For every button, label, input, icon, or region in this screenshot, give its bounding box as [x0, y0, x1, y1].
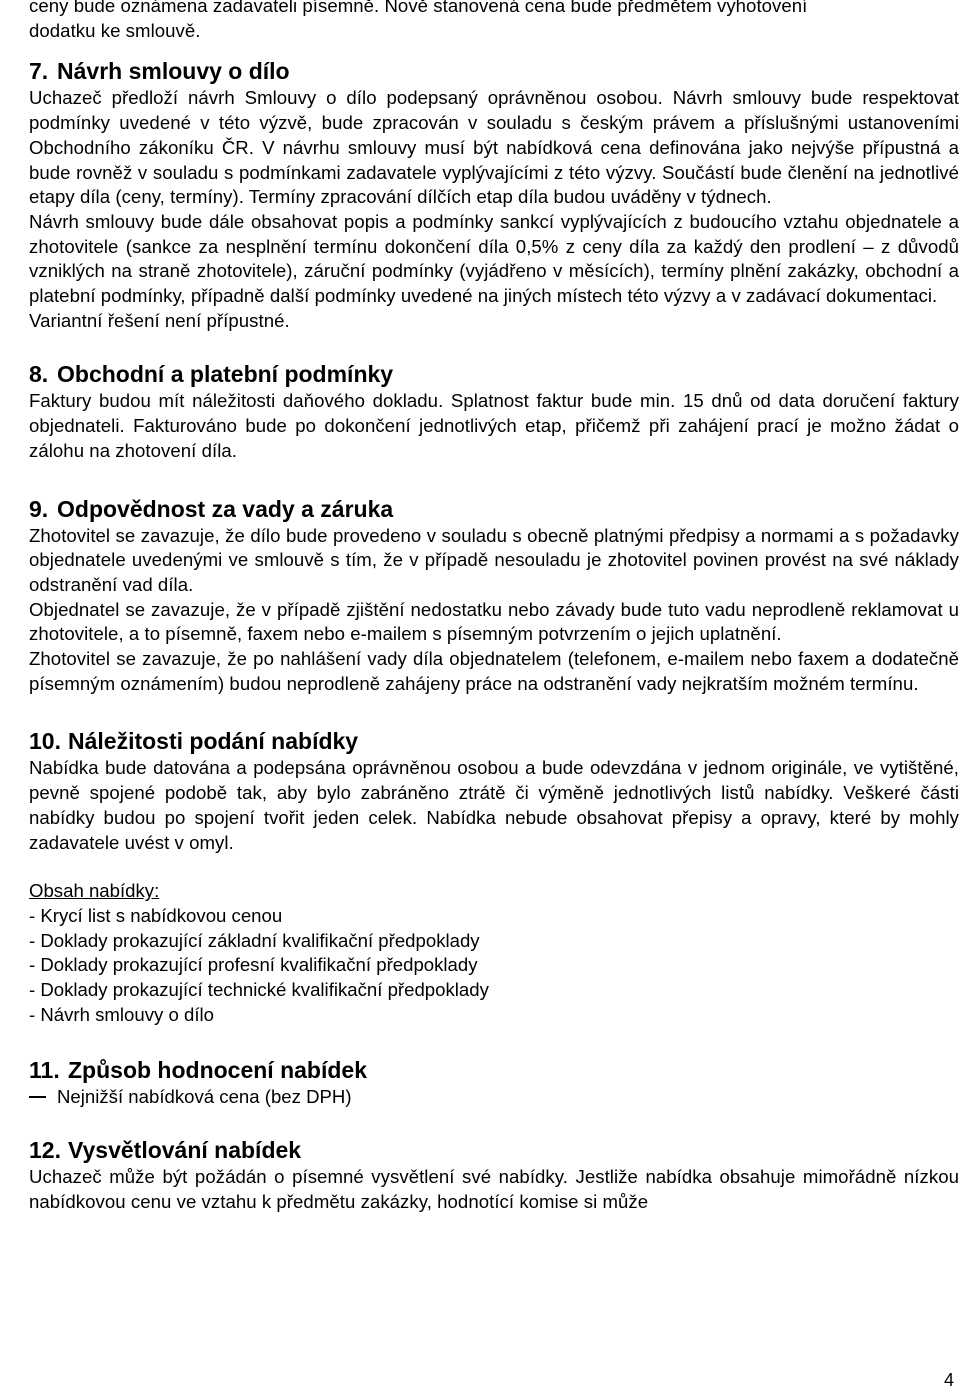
- section-number: 9.: [29, 495, 49, 522]
- section-number: 10.: [29, 728, 61, 755]
- list-item: - Doklady prokazující profesní kvalifikační předpoklady: [29, 954, 478, 976]
- section-title: Návrh smlouvy o dílo: [57, 58, 290, 85]
- section-number: 8.: [29, 361, 49, 388]
- section-9-paragraph-3: Zhotovitel se zavazuje, že po nahlášení vady díla objednatelem (telefonem, e-mailem nebo faxem a dodatečně písemným oznámením) budou neprodleně zahájeny práce na odstranění vady nejkratším možném termínu.: [29, 648, 959, 694]
- section-7-paragraph-1: Uchazeč předloží návrh Smlouvy o dílo podepsaný oprávněnou osobou. Návrh smlouvy bude respektovat podmínky uvedené v této výzvě, bude zpracován v souladu s českým právem a příslušnými ustanoveními Obchodního zákoníku ČR. V návrhu smlouvy musí být nabídková cena definována jako nejvýše přípustná a bude rovněž v souladu s podmínkami zadavatele vyplývajícími z této výzvy. Součástí bude členění na jednotlivé etapy díla (ceny, termíny). Termíny zpracování dílčích etap díla budou uváděny v týdnech.: [29, 87, 959, 208]
- section-9-paragraph-2: Objednatel se zavazuje, že v případě zjištění nedostatku nebo závady bude tuto vadu neprodleně reklamovat u zhotovitele, a to písemně, faxem nebo e-mailem s písemným potvrzením o jejich uplatnění.: [29, 598, 959, 645]
- page-number: 4: [944, 1370, 955, 1390]
- section-10-heading: [29, 726, 959, 756]
- section-number: 12.: [29, 1137, 61, 1164]
- section-11-heading: [29, 1055, 959, 1085]
- section-12-heading: [29, 1135, 959, 1165]
- list-item: - Návrh smlouvy o dílo: [29, 1003, 214, 1025]
- document-body: [29, 0, 959, 1215]
- section-8-paragraph-1: Faktury budou mít náležitosti daňového dokladu. Splatnost faktur bude min. 15 dnů od data doručení faktury objednateli. Fakturováno bude po dokončení jednotlivých etap, přičemž při zahájení prací je možno žádat o zálohu na zhotovení díla.: [29, 390, 959, 461]
- section-9-heading: [29, 494, 959, 524]
- section-title: Vysvětlování nabídek: [68, 1137, 302, 1164]
- section-number: 7.: [29, 58, 49, 85]
- list-item: - Doklady prokazující technické kvalifikační předpoklady: [29, 979, 489, 1001]
- evaluation-criterion: [29, 1085, 959, 1110]
- section-9-paragraph-1: Zhotovitel se zavazuje, že dílo bude provedeno v souladu s obecně platnými předpisy a normami a s požadavky objednatele uvedenými ve smlouvě s tím, že v případě nesouladu je zhotovitel povinen provést na své náklady odstranění vad díla.: [29, 524, 959, 595]
- section-7-heading: [29, 56, 959, 86]
- list-item: - Krycí list s nabídkovou cenou: [29, 904, 283, 926]
- section-7-paragraph-3: Variantní řešení není přípustné.: [29, 309, 290, 331]
- criterion-text: Nejnižší nabídková cena (bez DPH): [57, 1085, 352, 1107]
- intro-line-1: ceny bude oznámena zadavateli písemně. Nově stanovená cena bude předmětem vyhotovení: [29, 0, 808, 16]
- section-7-paragraph-2: Návrh smlouvy bude dále obsahovat popis a podmínky sankcí vyplývajících z budoucího vztahu objednatele a zhotovitele (sankce za nesplnění termínu dokončení díla 0,5% z ceny díla za každý den prodlení – z důvodů vzniklých na straně zhotovitele), záruční podmínky (vyjádřeno v měsících), termíny plnění zakázky, obchodní a platební podmínky, případně další podmínky uvedené na jiných místech této výzvy a v zadávací dokumentaci.: [29, 210, 959, 307]
- section-12-paragraph-1: Uchazeč může být požádán o písemné vysvětlení své nabídky. Jestliže nabídka obsahuje mimořádně nízkou nabídkovou cenu ve vztahu k předmětu zakázky, hodnotící komise si může: [29, 1166, 959, 1212]
- offer-contents-list: [29, 904, 959, 1028]
- section-title: Odpovědnost za vady a záruka: [57, 495, 394, 522]
- section-number: 11.: [29, 1056, 60, 1083]
- dash-bullet-icon: [29, 1096, 46, 1098]
- section-8-heading: [29, 359, 959, 389]
- offer-contents-heading: Obsah nabídky:: [29, 880, 160, 902]
- section-title: Obchodní a platební podmínky: [57, 361, 394, 388]
- section-title: Náležitosti podání nabídky: [68, 728, 359, 755]
- intro-line-2: dodatku ke smlouvě.: [29, 19, 201, 41]
- list-item: - Doklady prokazující základní kvalifikační předpoklady: [29, 929, 480, 951]
- section-10-paragraph-1: Nabídka bude datována a podepsána oprávněnou osobou a bude odevzdána v jednom originále, ve vytištěné, pevně spojené podobě tak, aby bylo zabráněno ztrátě či výměně jednotlivých listů nabídky. Veškeré části nabídky budou po spojení tvořit jeden celek. Nabídka nebude obsahovat přepisy a opravy, které by mohly zadavatele uvést v omyl.: [29, 757, 959, 853]
- section-title: Způsob hodnocení nabídek: [68, 1056, 367, 1083]
